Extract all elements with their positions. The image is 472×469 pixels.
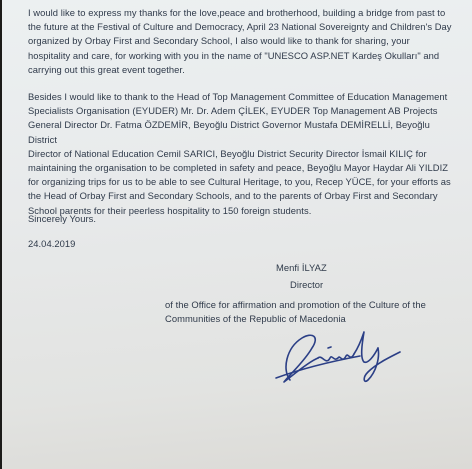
photo-edge <box>0 0 2 469</box>
signer-title: Director <box>290 279 324 290</box>
paragraph-thanks-officials: Besides I would like to thank to the Head of Top Management Committee of Education Management Specialists Organisation (EYUDER) Mr. Dr. Adem ÇİLEK, EYUDER Top Management AB Projects General Director Dr. Fatma ÖZDEMİR, Beyoğlu District Governor Mustafa DEMİRELLİ, Beyoğlu District Director of National Education Cemil SARICI, Beyoğlu District Security Director İsmail KILIÇ for maintaining the organisation to be completed in safety and peace, Beyoğlu Mayor Haydar Ali YILDIZ for organizing trips for us to be able to see Cultural Heritage, to you, Recep YÜCE, for your efforts as the Head of Orbay First and Secondary Schools, and to the parents of Orbay First and Secondary School parents for their peerless hospitality to 150 foreign students. <box>28 91 451 216</box>
paragraph-thanks-festival: I would like to express my thanks for the love,peace and brotherhood, building a bridge from past to the future at the Festival of Culture and Democracy, April 23 National Sovereignty and Children's Day organized by Orbay First and Secondary School, I also would like to thank for sharing, your hospitality and care, for working with you in the name of "UNESCO ASP.NET Kardeş Okulları" and carrying out this great event together. <box>28 7 452 75</box>
handwritten-signature <box>268 318 408 393</box>
signer-name: Menfi İLYAZ <box>276 262 327 273</box>
signer-office: of the Office for affirmation and promotion of the Culture of the Communities of the Republic of Macedonia <box>165 299 426 325</box>
closing-line: Sincerely Yours. <box>28 213 97 224</box>
letter-date: 24.04.2019 <box>28 238 76 249</box>
